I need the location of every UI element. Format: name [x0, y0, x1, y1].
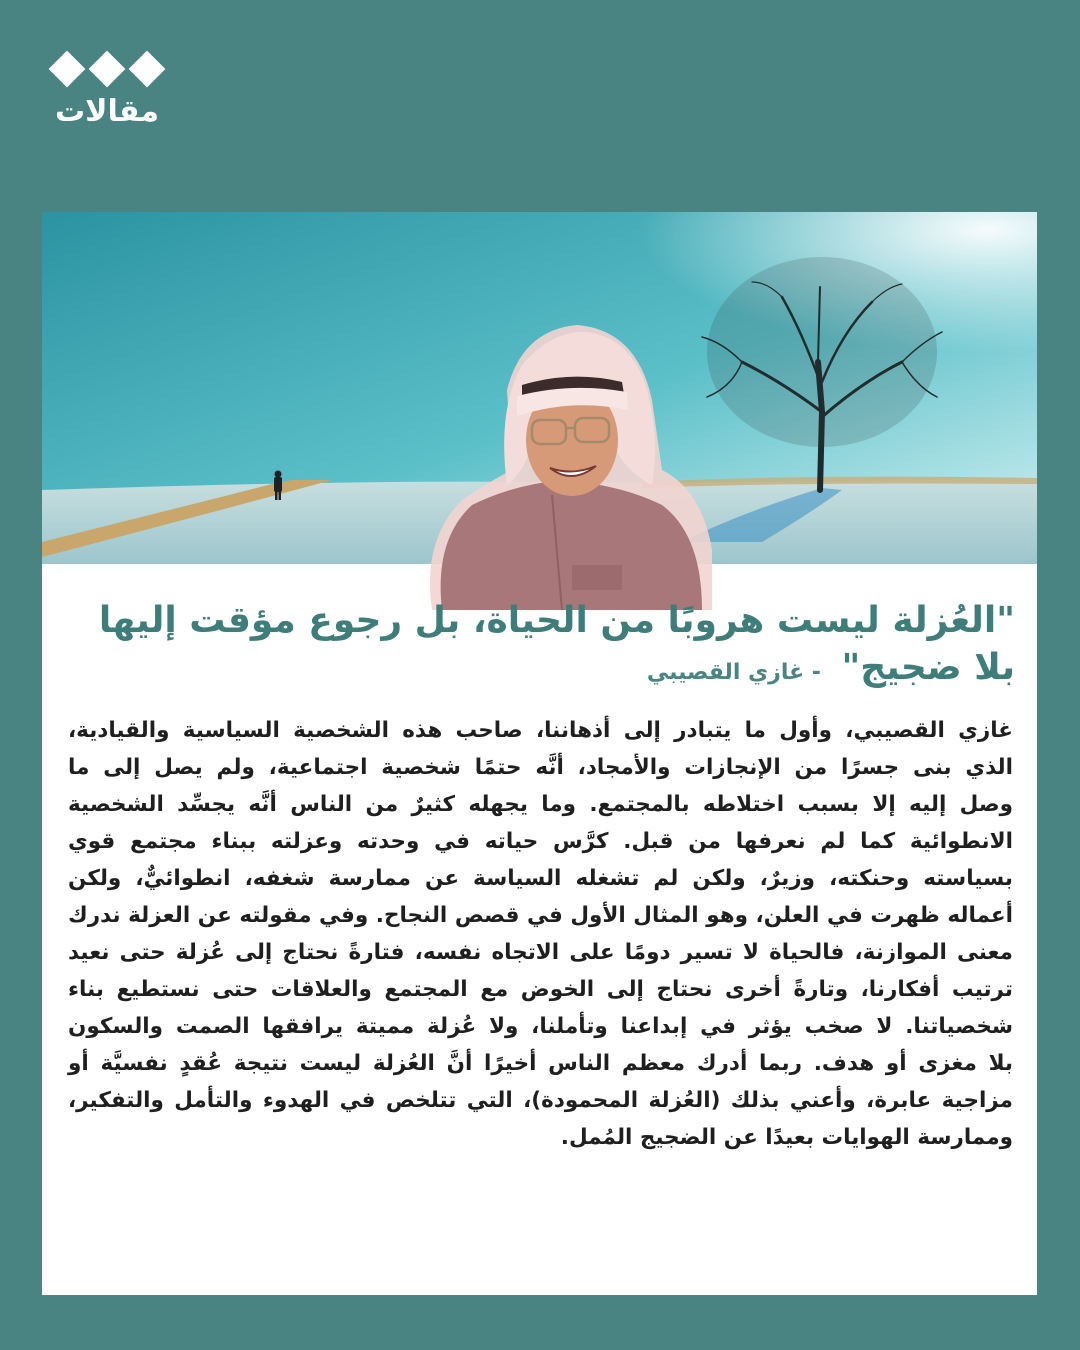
- article-line: بسياسته وحنكته، وزيرٌ، ولكن لم تشغله السياسة عن ممارسة شغفه، انطوائيٌّ، ولكن: [68, 866, 1013, 891]
- article-body: [68, 712, 1013, 1156]
- article-line: ترتيب أفكارنا، وتارةً أخرى نحتاج إلى الخوض مع المجتمع والعلاقات حتى نستطيع بناء: [68, 977, 1013, 1002]
- quote-block: [66, 597, 1015, 696]
- brand-name: مقالات: [55, 94, 159, 129]
- article-line: أعماله ظهرت في العلن، وهو المثال الأول في قصص النجاح. وفي مقولته عن العزلة ندرك: [68, 903, 1013, 928]
- quote-line-2-text: بلا ضجيج": [841, 647, 1015, 688]
- quote-author: - غازي القصيبي: [646, 660, 821, 685]
- author-portrait: [412, 320, 712, 610]
- article-line: الذي بنى جسرًا من الإنجازات والأمجاد، أنَّه حتمًا شخصية اجتماعية، ولم يصل إلى ما: [68, 755, 1013, 780]
- tree-crown: [707, 257, 937, 447]
- article-line: وممارسة الهوايات بعيدًا عن الضجيج المُمل.: [560, 1125, 1013, 1150]
- article-line: معنى الموازنة، فالحياة لا تسير دومًا على الاتجاه نفسه، فتارةً نحتاج إلى عُزلة حتى نعيد: [68, 940, 1013, 965]
- article-line: غازي القصيبي، وأول ما يتبادر إلى أذهاننا، صاحب هذه الشخصية السياسية والقيادية،: [68, 718, 1013, 743]
- article-line: بلا مغزى أو هدف. ربما أدرك معظم الناس أخيرًا أنَّ العُزلة ليست نتيجة عُقدٍ نفسيَّة أو: [68, 1051, 1013, 1076]
- article-card: [42, 212, 1037, 1295]
- article-line: وصل إليه إلا بسبب اختلاطه بالمجتمع. وما يجهله كثيرٌ من الناس أنَّه يجسِّد الشخصية: [68, 792, 1013, 817]
- brand-logo: [44, 52, 170, 132]
- article-line: شخصياتنا. لا صخب يؤثر في إبداعنا وتأملنا، ولا عُزلة مميتة يرافقها الصمت والسكون: [68, 1014, 1013, 1039]
- article-line: مزاجية عابرة، وأعني بذلك (العُزلة المحمودة)، التي تتلخص في الهدوء والتأمل والتفكير،: [68, 1088, 1013, 1113]
- article-line: الانطوائية كما لم نعرفها من قبل. كرَّس حياته في وحدته وعزلته ببناء مجتمع قوي: [68, 829, 1013, 854]
- quote-line-2: [66, 645, 1015, 696]
- three-diamonds-icon: [48, 52, 170, 88]
- quote-line-1: "العُزلة ليست هروبًا من الحياة، بل رجوع مؤقت إليها: [98, 600, 1015, 641]
